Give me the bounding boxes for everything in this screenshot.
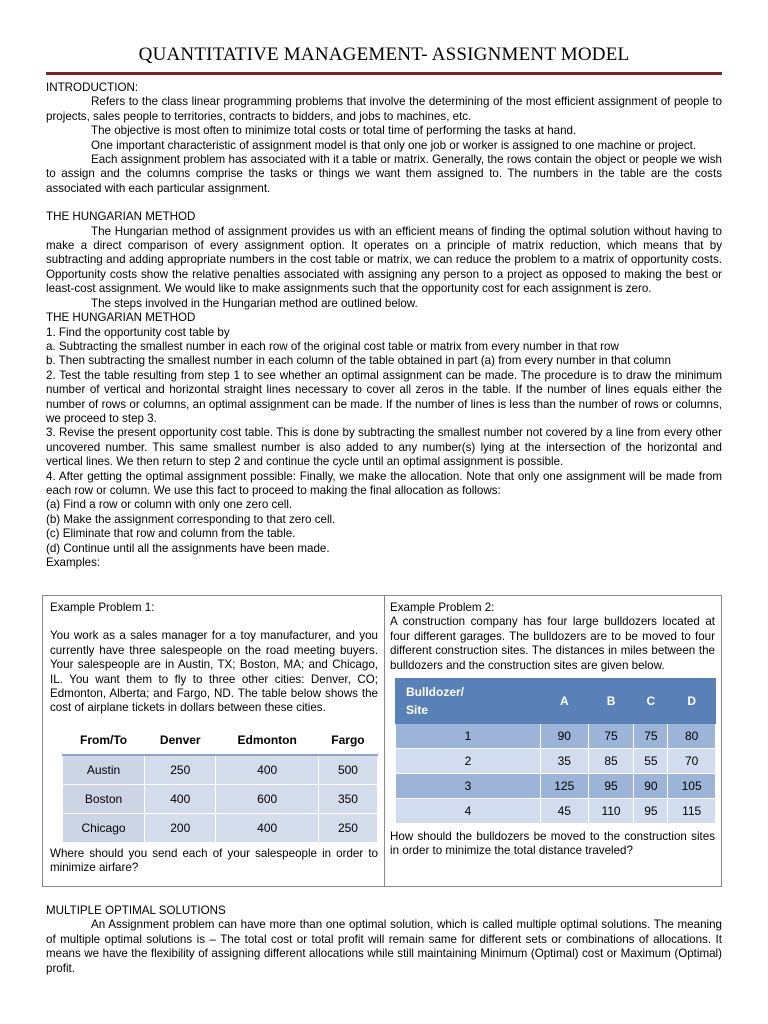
examples-box (42, 595, 722, 887)
table-header-cell (396, 679, 541, 724)
table-cell: 4 (396, 799, 541, 824)
step-item: (d) Continue until all the assignments have been made. (46, 541, 330, 555)
table-cell: 90 (634, 774, 668, 799)
table-cell: 500 (318, 755, 377, 785)
table-cell: 125 (540, 774, 588, 799)
table-cell: 75 (588, 724, 634, 749)
airfare-table (62, 726, 378, 843)
table-cell: 600 (216, 784, 319, 813)
table-cell: 45 (540, 799, 588, 824)
table-cell: Boston (63, 784, 145, 813)
table-cell: 95 (634, 799, 668, 824)
table-row (396, 749, 716, 774)
table-cell: 400 (216, 755, 319, 785)
step-item: 4. After getting the optimal assignment possible: Finally, we make the allocation. Note that only one assignment will be made from each row or column. We use this fact to proceed to making the final allocation as follows: (46, 469, 722, 497)
example-1-column (43, 596, 385, 886)
example-2-column (385, 596, 721, 886)
hungarian-paragraph: The Hungarian method of assignment provides us with an efficient means of finding the optimal solution without having to make a direct comparison of every assignment option. It operates on a principle of matrix reduction, which means that by subtracting and adding appropriate numbers in the cost table or matrix, we can reduce the problem to a matrix of opportunity costs. Opportunity costs show the relative penalties associated with assigning any person to a project as opposed to making the best or least-cost assignment. We would like to make assignments such that the opportunity cost for each assignment is zero. (46, 224, 722, 296)
page-title: QUANTITATIVE MANAGEMENT- ASSIGNMENT MODEL (138, 44, 630, 65)
table-header-row (63, 726, 378, 755)
table-header-cell: C (634, 679, 668, 724)
table-header-row (396, 679, 716, 724)
example-2-text: A construction company has four large bulldozers located at four different garages. The bulldozers are to be moved to four different construction sites. The distances in miles between the bulldozers and the construction sites are given below. (390, 615, 715, 672)
example-1-heading: Example Problem 1: (50, 601, 155, 614)
spacer (46, 196, 722, 210)
table-cell: 3 (396, 774, 541, 799)
step-item: 1. Find the opportunity cost table by (46, 325, 230, 339)
example-2-question: How should the bulldozers be moved to the construction sites in order to minimize the total distance traveled? (390, 830, 715, 858)
table-cell: 95 (588, 774, 634, 799)
header-line: Site (406, 703, 429, 718)
table-cell: 55 (634, 749, 668, 774)
step-item: 2. Test the table resulting from step 1 to see whether an optimal assignment can be made. The procedure is to draw the minimum number of vertical and horizontal straight lines necessary to cover all zeros in the table. If the number of lines equals either the number of rows or columns, an optimal assignment can be made. If the number of lines is less than the number of rows or columns, we proceed to step 3. (46, 368, 722, 425)
table-cell: 105 (668, 774, 716, 799)
table-cell: 70 (668, 749, 716, 774)
table-cell: 85 (588, 749, 634, 774)
intro-paragraph: The objective is most often to minimize total costs or total time of performing the tasks at hand. (91, 124, 577, 138)
step-item: b. Then subtracting the smallest number in each column of the table obtained in part (a) from every number in that column (46, 354, 671, 368)
table-cell: 250 (318, 813, 377, 842)
multiple-paragraph: An Assignment problem can have more than one optimal solution, which is called multiple optimal solutions. The meaning of multiple optimal solutions is – The total cost or total profit will remain same for different sets or combinations of allocations. It means we have the flexibility of assigning different allocations while still maintaining Minimum (Optimal) cost or Maximum (Optimal) profit. (46, 918, 722, 975)
bulldozer-distance-table (395, 678, 716, 824)
table-header-cell: From/To (63, 726, 145, 755)
table-cell: 2 (396, 749, 541, 774)
example-1-question: Where should you send each of your salespeople in order to minimize airfare? (50, 846, 378, 875)
table-header-cell: D (668, 679, 716, 724)
table-cell: 75 (634, 724, 668, 749)
step-item: (b) Make the assignment corresponding to that zero cell. (46, 512, 336, 526)
intro-paragraph: Refers to the class linear programming problems that involve the determining of the most efficient assignment of people to projects, sales people to territories, contracts to bidders, and jobs to machines, etc. (46, 95, 722, 123)
table-cell: 110 (588, 799, 634, 824)
main-content (46, 81, 722, 570)
intro-heading: INTRODUCTION: (46, 81, 139, 94)
step-item: 3. Revise the present opportunity cost table. This is done by subtracting the smallest number not covered by a line from every other uncovered number. This same smallest number is also added to any number(s) lying at the intersection of the horizontal and vertical lines. We then return to step 2 and continue the cycle until an optimal assignment is possible. (46, 426, 722, 469)
table-row (396, 724, 716, 749)
header-line: Bulldozer/ (406, 685, 465, 700)
table-row (63, 813, 378, 842)
table-cell: 80 (668, 724, 716, 749)
table-header-cell: B (588, 679, 634, 724)
table-cell: 1 (396, 724, 541, 749)
example-2-heading: Example Problem 2: (390, 601, 495, 614)
hungarian-heading: THE HUNGARIAN METHOD (46, 210, 196, 224)
table-cell: Chicago (63, 813, 145, 842)
spacer (50, 615, 378, 629)
table-cell: 200 (145, 813, 216, 842)
intro-paragraph: Each assignment problem has associated with it a table or matrix. Generally, the rows contain the object or people we wish to assign and the columns comprise the tasks or things we want them assigned to. The numbers in the table are the costs associated with each particular assignment. (46, 153, 722, 195)
table-header-cell: A (540, 679, 588, 724)
table-row (63, 755, 378, 785)
intro-paragraph: One important characteristic of assignment model is that only one job or worker is assigned to one machine or project. (91, 138, 697, 152)
step-item: a. Subtracting the smallest number in each row of the original cost table or matrix from every number in that row (46, 339, 619, 353)
table-cell: 90 (540, 724, 588, 749)
table-cell: 400 (216, 813, 319, 842)
table-cell: Austin (63, 755, 145, 785)
table-row (396, 774, 716, 799)
multiple-heading: MULTIPLE OPTIMAL SOLUTIONS (46, 904, 226, 917)
table-row (63, 784, 378, 813)
hungarian-paragraph: The steps involved in the Hungarian method are outlined below. (91, 296, 418, 310)
table-cell: 35 (540, 749, 588, 774)
table-cell: 350 (318, 784, 377, 813)
table-cell: 400 (145, 784, 216, 813)
example-1-text: You work as a sales manager for a toy manufacturer, and you currently have three salespeople on the road meeting buyers. Your salespeople are in Austin, TX; Boston, MA; and Chicago, IL. You want them to fly to three other cities: Denver, CO; Edmonton, Alberta; and Fargo, ND. The table below shows the cost of airplane tickets in dollars between these cities. (50, 629, 378, 715)
table-header-cell: Denver (145, 726, 216, 755)
step-item: (a) Find a row or column with only one zero cell. (46, 498, 293, 512)
step-item: (c) Eliminate that row and column from the table. (46, 527, 296, 541)
multiple-solutions-section (46, 904, 722, 976)
table-cell: 115 (668, 799, 716, 824)
table-row (396, 799, 716, 824)
examples-label: Examples: (46, 556, 101, 569)
table-header-cell: Fargo (318, 726, 377, 755)
hungarian-heading-2: THE HUNGARIAN METHOD (46, 311, 196, 325)
table-header-cell: Edmonton (216, 726, 319, 755)
table-cell: 250 (145, 755, 216, 785)
title-underline (46, 72, 722, 75)
